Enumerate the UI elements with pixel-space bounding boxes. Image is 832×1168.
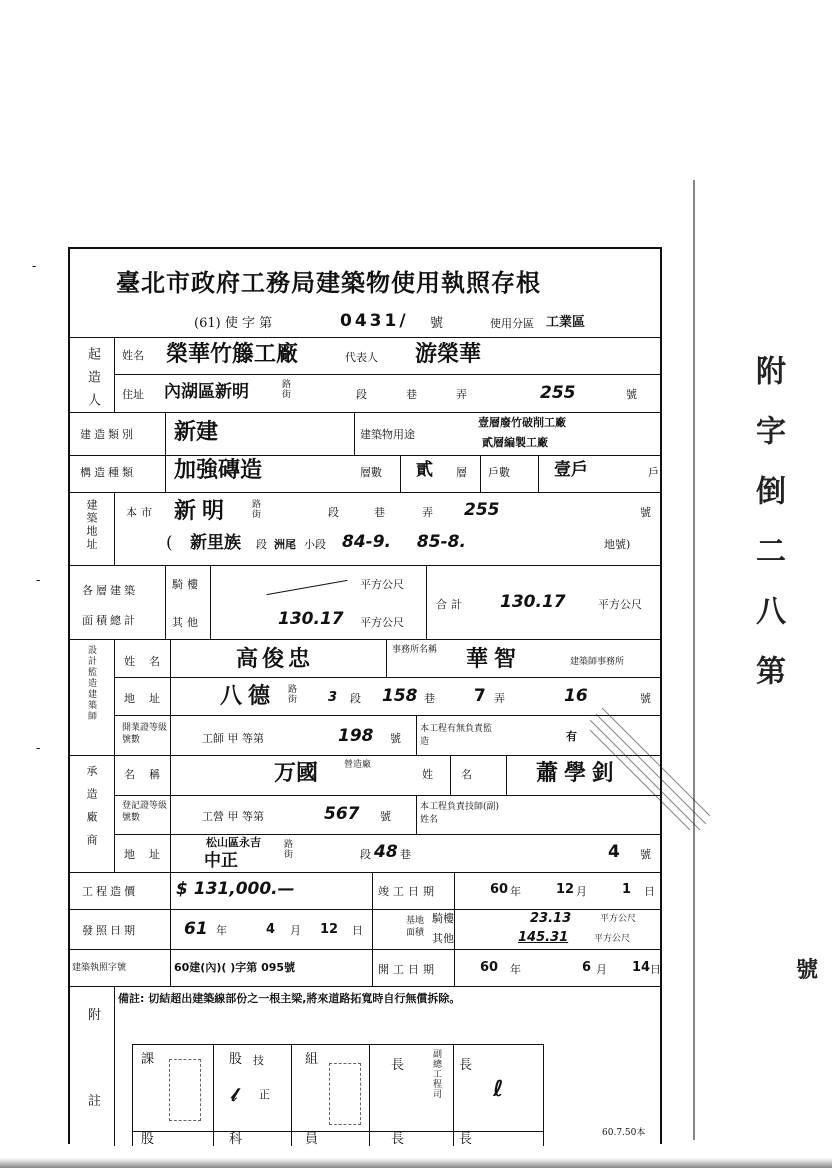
use-value-2: 貳層編製工廠: [482, 436, 548, 449]
sig-col-4: 長: [391, 1058, 405, 1073]
site-hao: 號: [640, 506, 651, 519]
sig-col-5: 長: [459, 1058, 473, 1073]
applicant-addr-value: 內湖區新明: [164, 382, 249, 402]
contractor-reg-label: 登記證等級號數: [122, 801, 168, 823]
contractor-addr-road: 路街: [284, 840, 294, 860]
sig-handwriting-1: 𝓁: [231, 1085, 237, 1106]
use-value-1: 壹層廢竹破削工廠: [478, 416, 566, 429]
base-area-label: 基地面積: [406, 916, 425, 938]
issue-day: 12: [320, 922, 339, 937]
designer-supervise-value: 有: [566, 730, 577, 743]
issue-label: 發照日期: [82, 924, 138, 937]
contractor-person-value: 蕭學釗: [536, 761, 621, 786]
designer-reg-value: 198: [338, 726, 374, 746]
site-nong: 弄: [422, 506, 433, 519]
form-title: 臺北市政府工務局建築物使用執照存根: [116, 268, 541, 297]
designer-supervise-label: 本工程有無負責監造: [420, 724, 493, 747]
contractor-addr-duan: 段: [360, 848, 371, 861]
category-value: 新建: [174, 420, 219, 445]
binding-edge-line: [693, 180, 695, 1140]
issue-day-unit: 日: [352, 924, 363, 937]
designer-addr-nong: 弄: [494, 692, 505, 705]
permit-value: 60建(內)( )字第 095號: [174, 961, 296, 974]
signature-box: [132, 1044, 544, 1146]
start-year: 60: [480, 960, 499, 975]
floors-label: 層數: [360, 466, 382, 479]
issue-year-unit: 年: [216, 924, 227, 937]
category-label: 建造類別: [80, 428, 136, 441]
total-value: 130.17: [500, 592, 566, 612]
contractor-tech-label: 本工程負責技師(副)姓名: [420, 802, 500, 825]
site-road-unit: 路街: [252, 500, 262, 520]
designer-office-label: 事務所名稱: [392, 645, 438, 655]
site-lot-subunit: 小段: [304, 538, 326, 551]
site-lot-sub: 洲尾: [274, 538, 296, 551]
site-xiang: 巷: [374, 506, 385, 519]
applicant-addr-nong: 弄: [456, 388, 467, 401]
print-code: 60.7.50本: [602, 1128, 646, 1138]
start-month: 6: [582, 960, 592, 975]
designer-reg-prefix: 工師 甲 等第: [202, 732, 264, 745]
license-prefix: (61) 使 字 第: [194, 316, 273, 331]
sig-stamp-b: 正: [259, 1088, 270, 1101]
other-value: 130.17: [278, 609, 344, 629]
designer-addr-duan-value: 3: [328, 690, 338, 705]
completion-day: 1: [622, 882, 632, 897]
start-month-unit: 月: [596, 963, 607, 976]
contractor-addr-hao: 號: [640, 848, 651, 861]
contractor-person-label: 姓名: [422, 768, 500, 781]
designer-section-label: 設計監造建築師: [86, 645, 96, 722]
contractor-section-label: 承造廠商: [85, 765, 98, 857]
designer-addr-duan: 段: [350, 692, 361, 705]
sig-stamp-c: 副總工程司: [431, 1049, 441, 1099]
contractor-addr-num: 4: [608, 842, 620, 862]
margin-number-mark: 號: [796, 958, 819, 983]
contractor-reg-value: 567: [324, 804, 360, 824]
structure-label: 構造種類: [80, 466, 136, 479]
completion-label: 竣工日期: [378, 885, 438, 898]
sig-col-3: 組: [305, 1052, 319, 1067]
other-label: 其他: [172, 616, 202, 629]
site-road-value: 新明: [174, 499, 231, 524]
cost-label: 工程造價: [82, 885, 138, 898]
sig-col-2: 股: [229, 1052, 243, 1067]
personal-seal-1: [169, 1059, 201, 1121]
license-form: [68, 247, 662, 1147]
applicant-addr-num: 255: [540, 383, 576, 403]
site-city: 本市: [126, 506, 156, 519]
designer-reg-label: 開業證等級號數: [122, 723, 168, 745]
arcade-strike-line: [267, 580, 348, 595]
designer-addr-road: 路街: [288, 685, 298, 705]
contractor-reg-hao: 號: [380, 810, 391, 823]
completion-month: 12: [556, 882, 575, 897]
applicant-addr-road: 路街: [282, 380, 292, 400]
issue-month-unit: 月: [290, 924, 301, 937]
completion-year-unit: 年: [510, 885, 521, 898]
applicant-rep-label: 代表人: [345, 351, 378, 364]
total-label: 合計: [436, 598, 466, 611]
applicant-name-label: 姓名: [122, 349, 144, 362]
applicant-addr-label: 住址: [122, 388, 144, 401]
sig-handwriting-2: ℓ: [493, 1077, 504, 1102]
areas-label-1: 各層建築: [82, 584, 138, 597]
use-label: 建築物用途: [360, 428, 415, 441]
base-arcade-unit: 平方公尺: [600, 914, 637, 924]
completion-day-unit: 日: [644, 885, 655, 898]
contractor-name-suffix: 營造廠: [344, 760, 372, 770]
sig-col-1: 課: [141, 1052, 155, 1067]
other-unit: 平方公尺: [360, 616, 404, 629]
license-suffix: 號: [430, 316, 444, 331]
total-unit: 平方公尺: [598, 598, 642, 611]
site-section-label: 建築地址: [85, 499, 98, 551]
issue-year: 61: [184, 919, 208, 939]
site-lot-numbers: 84-9. 85-8.: [342, 532, 466, 552]
start-year-unit: 年: [510, 963, 521, 976]
applicant-name-value: 榮華竹籐工廠: [166, 342, 299, 367]
designer-addr-nong-value: 7: [474, 686, 486, 706]
contractor-addr-label: 地址: [124, 848, 174, 861]
units-label: 戶數: [488, 466, 510, 479]
permit-label: 建築執照字號: [72, 963, 127, 973]
contractor-reg-prefix: 工營 甲 等第: [202, 810, 264, 823]
structure-value: 加強磚造: [174, 458, 263, 483]
sig-bottom-2: 員: [305, 1132, 319, 1147]
floors-value: 貳: [416, 460, 433, 480]
designer-office-suffix: 建築師事務所: [570, 657, 625, 667]
official-stamp-mark: [590, 700, 710, 840]
site-lot-suffix: 地號): [604, 538, 631, 551]
designer-addr-xiang: 巷: [424, 692, 435, 705]
base-other-unit: 平方公尺: [594, 934, 631, 944]
units-value: 壹戶: [554, 460, 588, 480]
floors-unit: 層: [456, 466, 467, 479]
left-margin-mark-1: -: [32, 259, 37, 274]
designer-reg-hao: 號: [390, 732, 401, 745]
applicant-addr-xiang: 巷: [406, 388, 417, 401]
zone-label: 使用分區: [490, 317, 534, 330]
applicant-addr-duan: 段: [356, 388, 367, 401]
applicant-addr-hao: 號: [626, 388, 637, 401]
designer-addr-hao: 號: [640, 692, 651, 705]
notes-label-2: 註: [88, 1094, 102, 1109]
sig-bottom-0: 股: [141, 1132, 155, 1147]
completion-year: 60: [490, 882, 509, 897]
sig-bottom-3: 長: [391, 1132, 405, 1147]
designer-name-label: 姓名: [124, 655, 174, 668]
contractor-addr-value-2: 中正: [204, 851, 238, 871]
license-number: 0431/: [340, 311, 409, 331]
designer-addr-label: 地址: [124, 692, 174, 705]
base-other-value: 145.31: [518, 930, 569, 945]
base-arcade-value: 23.13: [530, 911, 572, 926]
cost-value: $ 131,000.—: [176, 879, 295, 899]
issue-month: 4: [266, 922, 276, 937]
sig-bottom-4: 長: [459, 1132, 473, 1147]
contractor-name-value: 万國: [274, 761, 319, 786]
base-arcade-label: 騎樓: [432, 912, 454, 925]
margin-vertical-text: 附字倒二八第: [750, 355, 785, 715]
completion-month-unit: 月: [576, 885, 587, 898]
personal-seal-2: [329, 1063, 361, 1125]
start-day-unit: 日: [650, 963, 661, 976]
left-margin-mark-2: -: [36, 573, 41, 588]
left-margin-mark-3: -: [36, 741, 41, 756]
notes-label-1: 附: [88, 1008, 102, 1023]
contractor-name-label: 名稱: [124, 768, 174, 781]
areas-label-2: 面積總計: [82, 614, 138, 627]
applicant-rep-value: 游榮華: [415, 342, 482, 367]
contractor-addr-value-1: 松山區永吉: [206, 836, 261, 849]
sig-stamp-a: 技: [253, 1054, 264, 1067]
notes-remark: 備註: 切結超出建築線部份之一根主梁,將來道路拓寬時自行無償拆除。: [118, 992, 461, 1005]
site-duan: 段: [328, 506, 339, 519]
designer-office-value: 華智: [466, 647, 523, 672]
contractor-addr-xiang-value: 48: [374, 842, 398, 862]
site-lot-area: 新里族: [190, 533, 241, 553]
zone-value: 工業區: [546, 315, 586, 330]
contractor-addr-xiang: 巷: [400, 848, 411, 861]
base-other-label: 其他: [432, 932, 454, 945]
site-lot-duan: 段: [256, 538, 267, 551]
arcade-unit: 平方公尺: [360, 578, 404, 591]
site-num: 255: [464, 500, 500, 520]
sig-bottom-1: 科: [229, 1132, 243, 1147]
applicant-section-label: 起造人: [85, 347, 100, 416]
site-lot-prefix: (: [166, 533, 173, 553]
designer-name-value: 高俊忠: [236, 647, 315, 672]
start-day: 14: [632, 960, 651, 975]
designer-addr-num: 16: [564, 686, 588, 706]
arcade-label: 騎樓: [172, 578, 202, 591]
designer-addr-xiang-value: 158: [382, 686, 418, 706]
start-label: 開工日期: [378, 963, 438, 976]
designer-addr-value: 八德: [220, 684, 277, 709]
bottom-edge-shadow: [0, 1158, 832, 1168]
units-unit: 戶: [648, 466, 659, 479]
